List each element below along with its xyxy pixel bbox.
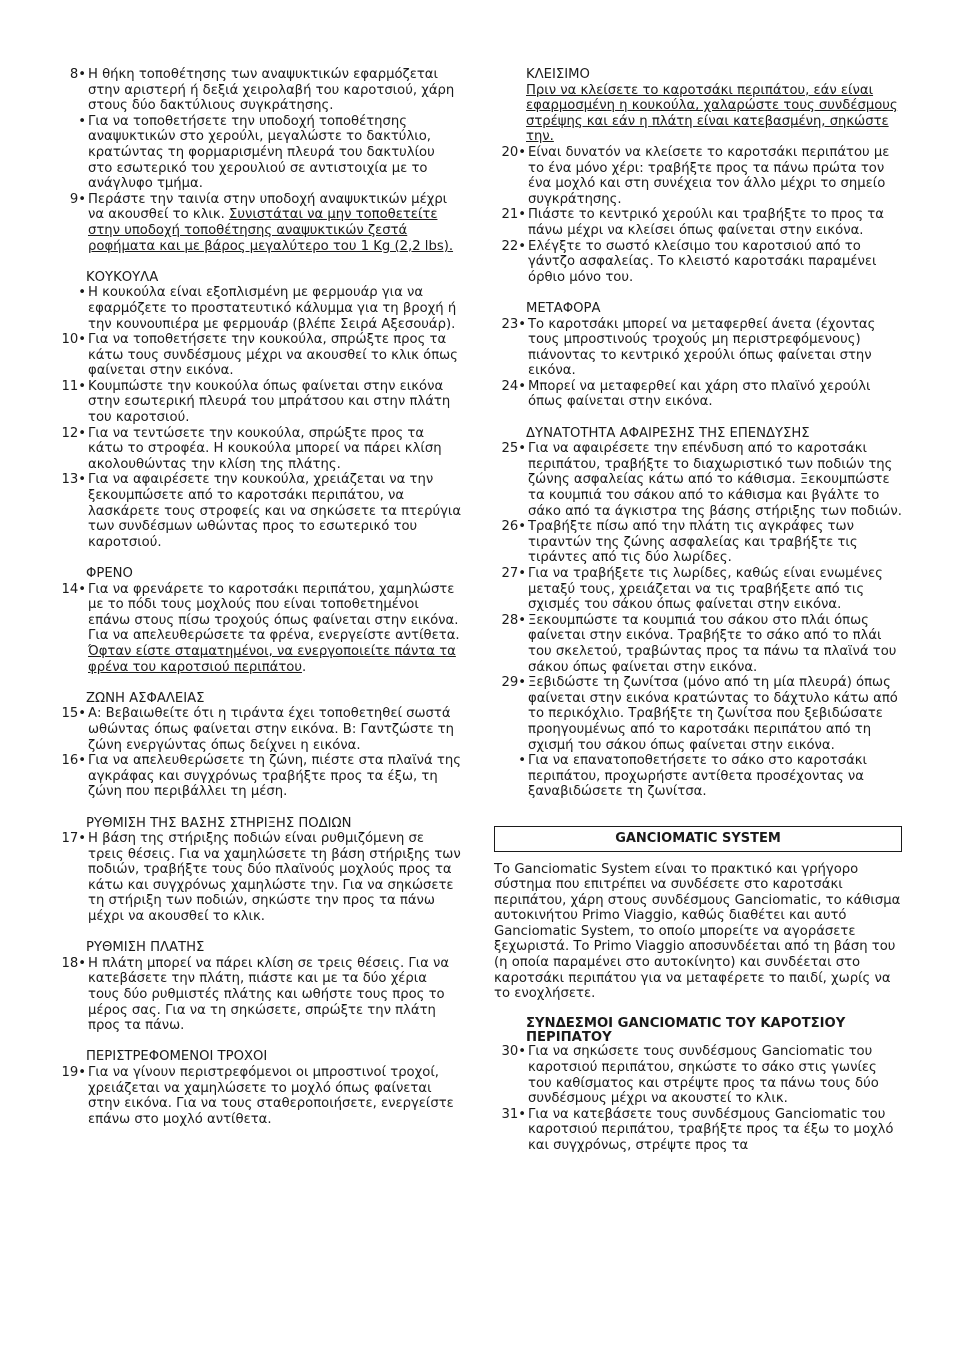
list-item bbox=[54, 426, 462, 473]
item-text: Για να κατεβάσετε τους συνδέσμους Ganciomatic του καροτσιού περιπάτου, τραβήξτε προς τα έξω το μοχλό και συγχρόνως, στρέψτε προς τα bbox=[528, 1106, 894, 1153]
list-item bbox=[494, 207, 902, 238]
list-item bbox=[494, 519, 902, 566]
list-item bbox=[54, 379, 462, 426]
item-text: Για να τοποθετήσετε την υποδοχή τοποθέτησης αναψυκτικών στο χερούλι, μεγαλώστε το δακτύλιο, κρατώντας τη φορμαρισμένη πλευρά του δακτυλίου στο εσωτερικό του χερουλιού σε αντιστοιχία με το ανάγλυφο τμήμα. bbox=[88, 113, 435, 192]
item-text-block bbox=[86, 192, 462, 254]
item-text: Η θήκη τοποθέτησης των αναψυκτικών εφαρμόζεται στην αριστερή ή δεξιά χειρολαβή του καροτσιού, χάρη στους δύο δακτύλιους συγκράτησης. bbox=[88, 67, 455, 114]
item-text: Ξεβιδώστε τη ζωνίτσα (μόνο από τη μία πλευρά) όπως φαίνεται στην εικόνα κρατώντας το δάχτυλο κάτω από το περικόχλιο. Τραβήξτε τη ζωνίτσα που ξεβιδώσατε προηγουμένως από το καροτσάκι περιπάτου από τη σχισμή του σάκου όπως φαίνεται στην εικόνα. bbox=[528, 675, 898, 753]
section-heading-transport: ΜΕΤΑΦΟΡΑ bbox=[526, 300, 601, 316]
section-heading-links: ΣΥΝΔΕΣΜΟΙ GANCIOMATIC ΤΟΥ ΚΑΡΟΤΣΙΟΥ ΠΕΡΙΠΑΤΟΥ bbox=[526, 1016, 846, 1045]
list-item bbox=[54, 1065, 462, 1127]
item-number: 8• bbox=[69, 67, 86, 82]
item-text: Τραβήξτε πίσω από την πλάτη τις αγκράφες των τιραντών της ζώνης ασφαλείας και τραβήξτε τις τιράντες από τις δύο λωρίδες. bbox=[528, 519, 858, 566]
list-item bbox=[494, 613, 902, 675]
item-number: 27• bbox=[501, 566, 526, 581]
item-number: 13• bbox=[61, 472, 86, 488]
list-item bbox=[494, 753, 902, 800]
list-item bbox=[494, 317, 902, 379]
list-item bbox=[494, 441, 902, 519]
item-number: 12• bbox=[61, 425, 86, 441]
section-heading-belt: ΖΩΝΗ ΑΣΦΑΛΕΙΑΣ bbox=[86, 690, 205, 706]
item-text: Η πλάτη μπορεί να πάρει κλίση σε τρεις θέσεις. Για να κατεβάσετε την πλάτη, πιάστε και με τα δύο χέρια τους δύο ρυθμιστές πλάτης και ωθήστε τους προς το μέρος σας. Για να τη σηκώσετε, σπρώξτε την πλάτη προς τα πάνω. bbox=[88, 955, 450, 1034]
section-heading-brake: ΦΡΕΝΟ bbox=[86, 566, 133, 581]
section-heading-closing: ΚΛΕΙΣΙΜΟ bbox=[526, 67, 590, 82]
section-heading-cover: ΔΥΝΑΤΟΤΗΤΑ ΑΦΑΙΡΕΣΗΣ ΤΗΣ ΕΠΕΝΔΥΣΗΣ bbox=[526, 425, 810, 441]
item-text: Το καροτσάκι μπορεί να μεταφερθεί άνετα (έχοντας τους μπροστινούς τροχούς μη περιστρεφόμενους) πιάνοντας το κεντρικό χερούλι όπως φαίνεται στην εικόνα. bbox=[528, 316, 876, 379]
list-item bbox=[494, 1044, 902, 1106]
item-number: 31• bbox=[501, 1106, 526, 1122]
item-number: 17• bbox=[61, 831, 86, 847]
item-number: 9• bbox=[69, 191, 86, 207]
item-text: Η κουκούλα είναι εξοπλισμένη με φερμουάρ για να εφαρμόζετε το προστατευτικό κάλυμμα για τη βροχή ή την κουνουπιέρα με φερμουάρ (βλέπε Σειρά Αξεσουάρ). bbox=[88, 285, 457, 332]
item-text: Περάστε την ταινία στην υποδοχή αναψυκτικών μέχρι να ακουσθεί το κλικ. bbox=[88, 191, 448, 223]
section-heading-backrest: ΡΥΘΜΙΣΗ ΠΛΑΤΗΣ bbox=[86, 940, 205, 956]
list-item bbox=[54, 956, 462, 1034]
item-number: 26• bbox=[501, 519, 526, 535]
list-item bbox=[494, 379, 902, 410]
item-number: 11• bbox=[61, 378, 86, 394]
item-number: 15• bbox=[61, 706, 86, 722]
item-text: Είναι δυνατόν να κλείσετε το καροτσάκι περιπάτου με το ένα μόνο χέρι: τραβήξτε προς τα πάνω πρώτα τον ένα μοχλό και στη συνέχεια τον άλλο μέχρι το σημείο συγκράτησης. bbox=[528, 144, 890, 207]
item-number: 23• bbox=[501, 316, 526, 332]
list-item bbox=[54, 67, 462, 114]
item-number: 28• bbox=[501, 612, 526, 628]
list-item bbox=[494, 145, 902, 207]
list-item bbox=[54, 706, 462, 753]
item-number: 10• bbox=[61, 332, 86, 348]
section-heading-wheels: ΠΕΡΙΣΤΡΕΦΟΜΕΝΟΙ ΤΡΟΧΟΙ bbox=[86, 1049, 268, 1065]
item-number: 20• bbox=[501, 144, 526, 160]
item-text: Η βάση της στήριξης ποδιών είναι ρυθμιζόμενη σε τρεις θέσεις. Για να χαμηλώσετε τη βάση στήριξης των ποδιών, τραβήξτε τους δύο πλαϊνούς μοχλούς προς τα κάτω και συγχρόνως χαμηλώστε την. Για να σηκώσετε τη στήριξη των ποδιών, σηκώστε την προς τα πάνω μέχρι να ακουσθεί το κλικ. bbox=[88, 831, 461, 925]
item-number: 16• bbox=[61, 753, 86, 769]
item-text: Ξεκουμπώστε τα κουμπιά του σάκου στο πλάι όπως φαίνεται στην εικόνα. Τραβήξτε το σάκο από το πλάι του σκελετού, τραβώντας προς τα πάνω τα πλαϊνά του σάκου όπως φαίνεται στην εικόνα. bbox=[528, 612, 897, 675]
item-text: Για να γίνουν περιστρεφόμενοι οι μπροστινοί τροχοί, χρειάζεται να χαμηλώσετε το μοχλό όπως φαίνεται στην εικόνα. Για να τους σταθεροποιήσετε, ενεργείστε επάνω στο μοχλό αντίθετα. bbox=[88, 1065, 454, 1127]
item-number: 25• bbox=[501, 441, 526, 457]
section-heading-footrest: ΡΥΘΜΙΣΗ ΤΗΣ ΒΑΣΗΣ ΣΤΗΡΙΞΗΣ ΠΟΔΙΩΝ bbox=[86, 815, 352, 831]
list-item bbox=[494, 239, 902, 286]
item-number: 21• bbox=[501, 207, 526, 223]
item-text: Για να τοποθετήσετε την κουκούλα, σπρώξτε προς τα κάτω τους συνδέσμους μέχρι να ακουσθεί το κλικ όπως φαίνεται στην εικόνα. bbox=[88, 332, 458, 379]
section-heading-hood: ΚΟΥΚΟΥΛΑ bbox=[86, 269, 159, 285]
list-item bbox=[54, 831, 462, 925]
ganciomatic-paragraph: Το Ganciomatic System είναι το πρακτικό και γρήγορο σύστημα που επιτρέπει να συνδέσετε στο καροτσάκι περιπάτου, χάρη στους συνδέσμους Ganciomatic, το κάθισμα αυτοκινήτου Primo Viaggio, καθώς διαθέτει και αυτό Ganciomatic System, το οποίο μπορείτε να αγοράσετε ξεχωριστά. Το Primo Viaggio αποσυνδέεται από τη βάση του (η οποία παραμένει στο αυτοκίνητο) και συνδέεται στο καροτσάκι περιπάτου για να μεταφέρετε το παιδί, χωρίς να το ενοχλήσετε. bbox=[494, 861, 901, 1002]
warning-text: Όφταν είστε σταματημένοι, να ενεργοποιείτε πάντα τα φρένα του καροτσιού περιπάτου bbox=[88, 643, 456, 675]
list-item bbox=[54, 472, 462, 550]
item-text: Για να αφαιρέσετε την επένδυση από το καροτσάκι περιπάτου, τραβήξτε το διαχωριστικό των ποδιών της ζώνης ασφαλείας κάτω από το κάθισμα. Ξεκουμπώστε τα κουμπιά του σάκου από το κάθισμα και βγάλτε το σάκο από τα άγκιστρα της βάσης στήριξης των ποδιών. bbox=[528, 441, 902, 519]
list-item bbox=[54, 114, 462, 192]
right-column bbox=[494, 67, 902, 1154]
list-item bbox=[494, 675, 902, 753]
item-bullet: • bbox=[78, 285, 86, 301]
item-text: Για να τραβήξετε τις λωρίδες, καθώς είναι ενωμένες μεταξύ τους, χρειάζεται να τις τραβήξετε από τις σχισμές του σάκου όπως φαίνεται στην εικόνα. bbox=[528, 566, 883, 613]
warning-text: Συνιστάται να μην τοποθετείτε στην υποδοχή τοποθέτησης αναψυκτικών ζεστά ροφήματα και με βάρος μεγαλύτερο του 1 Kg (2,2 lbs). bbox=[88, 207, 454, 254]
ganciomatic-box-title: GANCIOMATIC SYSTEM bbox=[494, 826, 902, 852]
list-item bbox=[54, 192, 462, 254]
list-item bbox=[54, 753, 462, 800]
item-text: Για να επανατοποθετήσετε το σάκο στο καροτσάκι περιπάτου, προχωρήστε αντίθετα προσέχοντας να ξαναβιδώσετε τη ζωνίτσα. bbox=[528, 753, 867, 800]
item-text: Α: Βεβαιωθείτε ότι η τιράντα έχει τοποθετηθεί σωστά ωθώντας όπως φαίνεται στην εικόνα. Β: Γαντζώστε τη ζώνη ενεργώντας όπως δείχνει η εικόνα. bbox=[88, 706, 454, 753]
item-number: 19• bbox=[61, 1065, 86, 1080]
item-text: Για να τεντώσετε την κουκούλα, σπρώξτε προς τα κάτω το στροφέα. Η κουκούλα μπορεί να πάρει κλίση ακολουθώντας την κλίση της πλάτης. bbox=[88, 425, 442, 472]
item-number: 24• bbox=[501, 378, 526, 394]
spacer bbox=[494, 800, 902, 816]
item-number: 29• bbox=[501, 675, 526, 691]
item-number: 30• bbox=[501, 1044, 526, 1060]
item-text: Ελέγξτε το σωστό κλείσιμο του καροτσιού από το γάντζο ασφαλείας. Το κλειστό καροτσάκι παραμένει όρθιο μόνο του. bbox=[528, 238, 877, 285]
item-text: Κουμπώστε την κουκούλα όπως φαίνεται στην εικόνα στην εσωτερική πλευρά του μπράτσου και στην πλάτη του καροτσιού. bbox=[88, 378, 451, 426]
item-text: Για να απελευθερώσετε τη ζώνη, πιέστε στα πλαϊνά της αγκράφας και συγχρόνως τραβήξτε προς τα έξω, τη ζώνη που περιβάλλει τη μέση. bbox=[88, 753, 461, 800]
item-text-tail: . bbox=[302, 659, 307, 675]
item-bullet: • bbox=[518, 753, 526, 769]
list-item bbox=[494, 1107, 902, 1154]
item-text: Πιάστε το κεντρικό χερούλι και τραβήξτε το προς τα πάνω μέχρι να κλείσει όπως φαίνεται στην εικόνα. bbox=[528, 207, 884, 238]
list-item bbox=[54, 582, 462, 676]
list-item bbox=[54, 332, 462, 379]
item-number: 22• bbox=[501, 238, 526, 254]
item-text: Για να αφαιρέσετε την κουκούλα, χρειάζεται να την ξεκουμπώσετε από το καροτσάκι περιπάτου, να λασκάρετε τους στροφείς και να σηκώσετε τα πτερύγια των συνδέσμων ωθώντας προς το εσωτερικό του καροτσιού. bbox=[88, 472, 462, 550]
item-text: Μπορεί να μεταφερθεί και χάρη στο πλαϊνό χερούλι όπως φαίνεται στην εικόνα. bbox=[528, 378, 871, 410]
item-number: 18• bbox=[61, 955, 86, 971]
item-text: Για να σηκώσετε τους συνδέσμους Ganciomatic του καροτσιού περιπάτου, σηκώστε το σάκο στις γωνίες του καθίσματος και στρέψτε προς τα πάνω τους δύο συνδέσμους μέχρι να ακουστεί το κλικ. bbox=[528, 1044, 879, 1107]
item-text: Για να φρενάρετε το καροτσάκι περιπάτου, χαμηλώστε με το πόδι τους μοχλούς που είναι τοποθετημένοι επάνω στους πίσω τροχούς όπως φαίνεται στην εικόνα. Για να απελευθερώσετε τα φρένα, ενεργείστε αντίθετα. bbox=[88, 581, 460, 644]
left-column bbox=[54, 67, 462, 1127]
list-item bbox=[54, 285, 462, 332]
item-bullet: • bbox=[78, 113, 86, 129]
item-number: 14• bbox=[61, 581, 86, 597]
item-text-block bbox=[86, 582, 462, 676]
list-item bbox=[494, 566, 902, 613]
closing-warning: Πριν να κλείσετε το καροτσάκι περιπάτου, εάν είναι εφαρμοσμένη η κουκούλα, χαλαρώστε τους συνδέσμους στρέψης και εάν η πλάτη είναι κατεβασμένη, σηκώστε την. bbox=[526, 82, 898, 145]
